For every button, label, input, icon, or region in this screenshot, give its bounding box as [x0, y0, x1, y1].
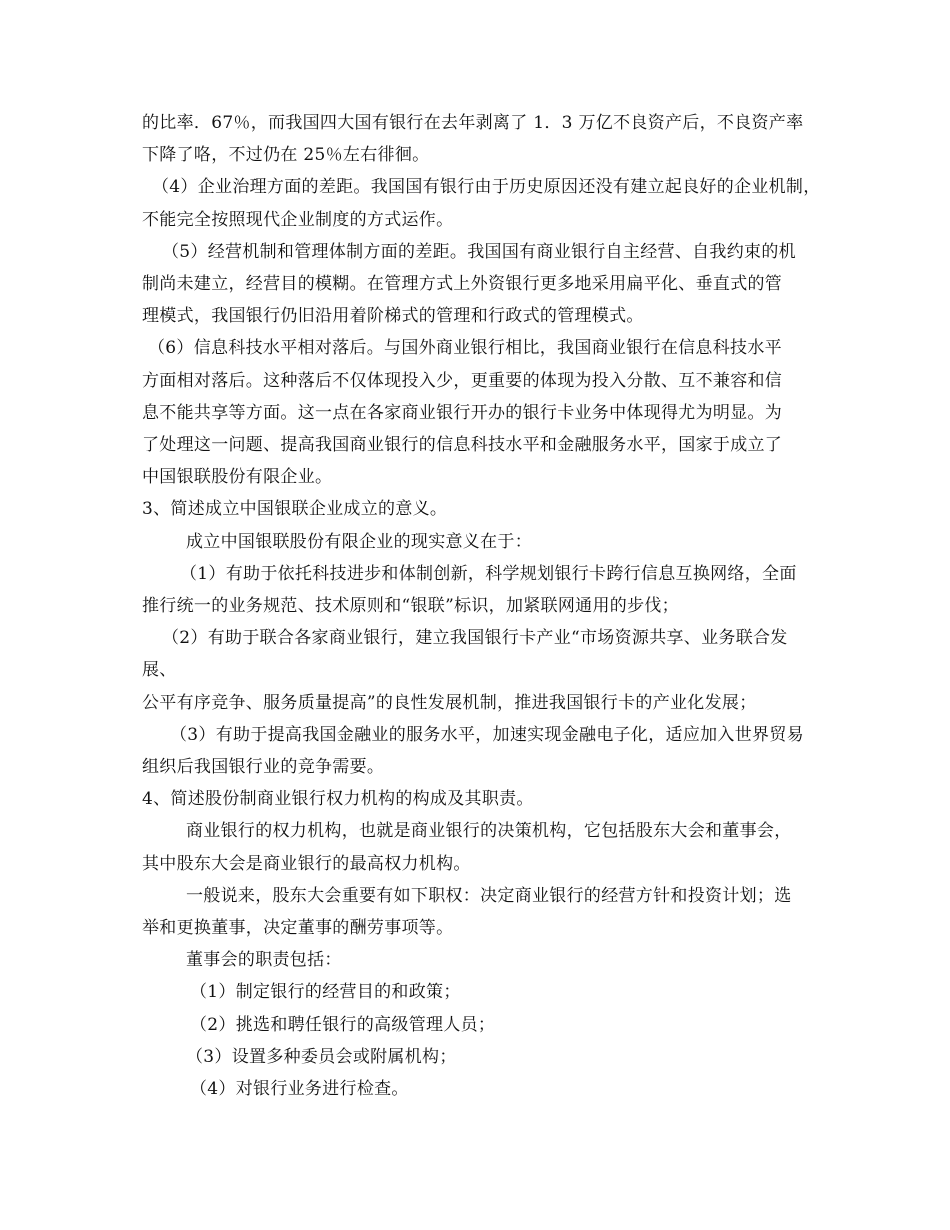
- text-line: 其中股东大会是商业银行的最高权力机构。: [142, 854, 471, 874]
- text-line: 下降了咯，不过仍在 25％左右徘徊。: [142, 145, 430, 165]
- section-heading: 4、简述股份制商业银行权力机构的构成及其职责。: [142, 789, 534, 809]
- text-line: 制尚未建立，经营目的模糊。在管理方式上外资银行更多地采用扁平化、垂直式的管: [142, 274, 783, 294]
- list-item: （4）对银行业务进行检查。: [190, 1079, 409, 1099]
- text-line: 展、: [142, 660, 177, 680]
- text-line: 了处理这一问题、提高我国商业银行的信息科技水平和金融服务水平，国家于成立了: [142, 435, 783, 455]
- text-line: 推行统一的业务规范、技术原则和“银联”标识，加紧联网通用的步伐；: [142, 596, 679, 616]
- text-line: 一般说来，股东大会重要有如下职权：决定商业银行的经营方针和投资计划；选: [186, 886, 792, 906]
- list-item: （1）制定银行的经营目的和政策；: [190, 982, 461, 1002]
- text-line: 举和更换董事，决定董事的酬劳事项等。: [142, 918, 454, 938]
- text-line: 成立中国银联股份有限企业的现实意义在于：: [186, 532, 532, 552]
- text-line: 组织后我国银行业的竞争需要。: [142, 757, 385, 777]
- text-line: （6）信息科技水平相对落后。与国外商业银行相比，我国商业银行在信息科技水平: [148, 338, 782, 358]
- text-line: 公平有序竞争、服务质量提高”的良性发展机制，推进我国银行卡的产业化发展；: [142, 693, 757, 713]
- text-line: 的比率．67％，而我国四大国有银行在去年剥离了 1．3 万亿不良资产后，不良资产率: [142, 113, 804, 133]
- list-item: （2）挑选和聘任银行的高级管理人员；: [190, 1015, 496, 1035]
- section-heading: 3、简述成立中国银联企业成立的意义。: [142, 499, 448, 519]
- text-line: 息不能共享等方面。这一点在各家商业银行开办的银行卡业务中体现得尤为明显。为: [142, 403, 783, 423]
- text-line: （5）经营机制和管理体制方面的差距。我国国有商业银行自主经营、自我约束的机: [162, 242, 796, 262]
- text-line: 中国银联股份有限企业。: [142, 467, 333, 487]
- text-line: 商业银行的权力机构，也就是商业银行的决策机构，它包括股东大会和董事会，: [186, 821, 792, 841]
- text-line: 不能完全按照现代企业制度的方式运作。: [142, 210, 454, 230]
- text-line: （2）有助于联合各家商业银行，建立我国银行卡产业“市场资源共享、业务联合发: [162, 628, 788, 648]
- list-item: （3）设置多种委员会或附属机构；: [186, 1047, 457, 1067]
- text-line: （4）企业治理方面的差距。我国国有银行由于历史原因还没有建立起良好的企业机制，: [152, 177, 821, 197]
- text-line: （3）有助于提高我国金融业的服务水平，加速实现金融电子化，适应加入世界贸易: [170, 725, 804, 745]
- text-line: 理模式，我国银行仍旧沿用着阶梯式的管理和行政式的管理模式。: [142, 306, 644, 326]
- text-line: 方面相对落后。这种落后不仅体现投入少，更重要的体现为投入分散、互不兼容和信: [142, 371, 783, 391]
- text-line: 董事会的职责包括：: [186, 950, 342, 970]
- text-line: （1）有助于依托科技进步和体制创新，科学规划银行卡跨行信息互换网络，全面: [180, 564, 797, 584]
